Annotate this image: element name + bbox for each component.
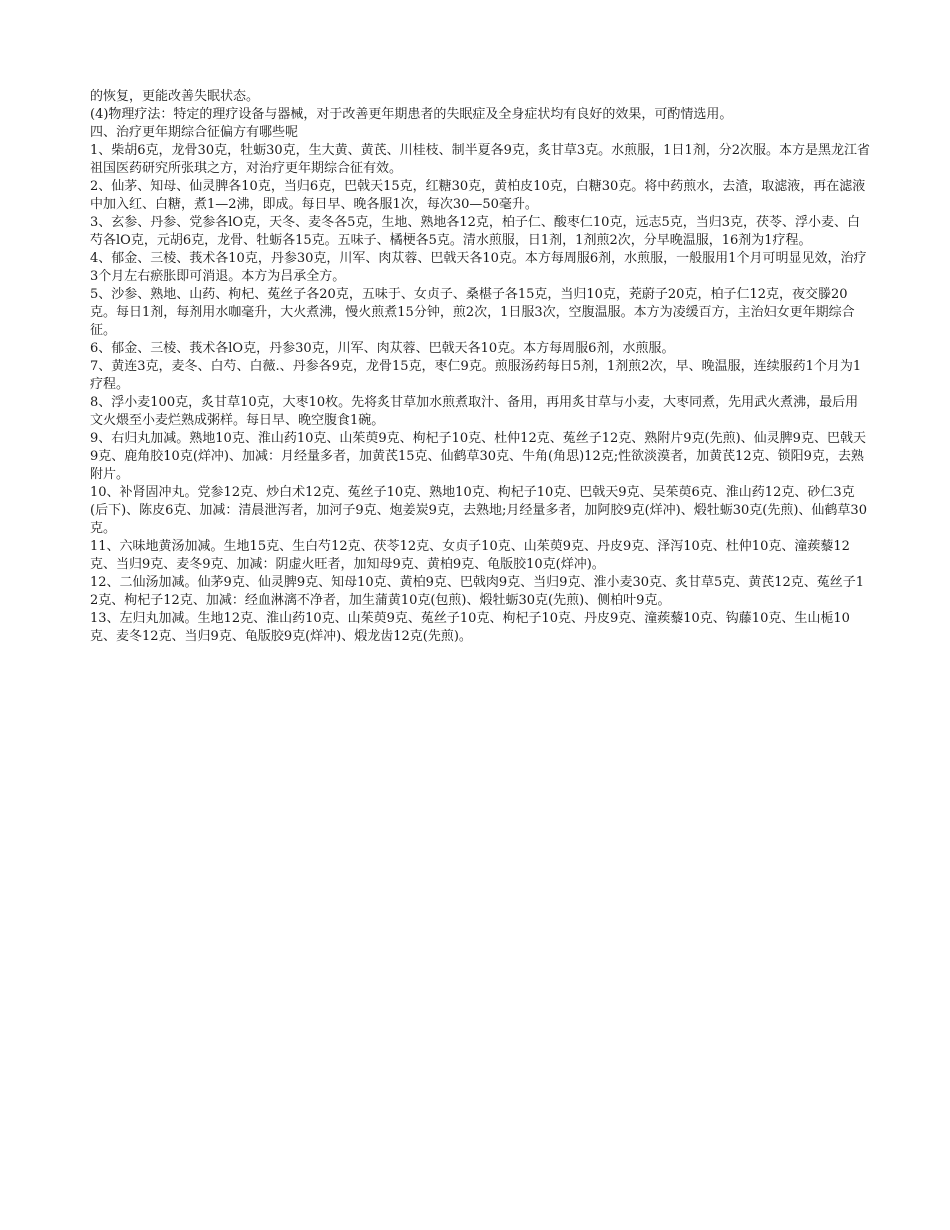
remedy-4: 4、郁金、三棱、莪术各10克，丹参30克，川军、肉苁蓉、巴戟天各10克。本方每周服6剂，水煎服，一般服用1个月可明显见效，治疗3个月左右瘀胀即可消退。本方为吕承全方。 [90, 251, 867, 284]
paragraph-physical-therapy: (4)物理疗法：特定的理疗设备与器械，对于改善更年期患者的失眠症及全身症状均有良好的效果，可酌情选用。 [90, 107, 733, 122]
section-heading: 四、治疗更年期综合征偏方有哪些呢 [90, 125, 299, 140]
remedy-5: 5、沙参、熟地、山药、枸杞、菟丝子各20克，五味于、女贞子、桑椹子各15克，当归10克，茺蔚子20克，柏子仁12克，夜交滕20克。每日1剂，每剂用水咖毫升，大火煮沸，慢火煎煮15分钟，煎2次，1日服3次，空腹温服。本方为凌缓百方，主治妇女更年期综合征。 [90, 287, 855, 338]
remedy-7: 7、黄连3克，麦冬、白芍、白薇.、丹参各9克，龙骨15克，枣仁9克。煎服汤药每日5剂，1剂煎2次，早、晚温服，连续服药1个月为1疗程。 [90, 359, 862, 392]
document-body [90, 88, 870, 646]
remedy-6: 6、郁金、三棱、莪术各lO克，丹参30克，川军、肉苁蓉、巴戟天各10克。本方每周服6剂，水煎服。 [90, 341, 675, 356]
paragraph-continuation: 的恢复，更能改善失眠状态。 [90, 89, 260, 104]
remedy-1: 1、柴胡6克，龙骨30克，牡蛎30克，生大黄、黄芪、川桂枝、制半夏各9克，炙甘草3克。水煎服，1日1剂，分2次服。本方是黑龙江省祖国医药研究所张琪之方，对治疗更年期综合征有效。 [90, 143, 870, 176]
remedy-8: 8、浮小麦100克，炙甘草10克，大枣10枚。先将炙甘草加水煎煮取汁、备用，再用炙甘草与小麦，大枣同煮，先用武火煮沸，最后用文火煨至小麦烂熟成粥样。每日早、晚空腹食1碗。 [90, 395, 859, 428]
remedy-3: 3、玄参、丹参、党参各lO克，天冬、麦冬各5克，生地、熟地各12克，柏子仁、酸枣仁10克，远志5克，当归3克，茯苓、浮小麦、白芍各lO克，元胡6克，龙骨、牡蛎各15克。五味子、橘梗各5克。清水煎服，日1剂，1剂煎2次，分早晚温服，16剂为1疗程。 [90, 215, 860, 248]
remedy-9: 9、右归丸加减。熟地10克、淮山药10克、山茱萸9克、枸杞子10克、杜仲12克、菟丝子12克、熟附片9克(先煎)、仙灵脾9克、巴戟天9克、鹿角胶10克(烊冲)、加减：月经量多者，加黄芪15克、仙鹤草30克、牛角(角思)12克;性欲淡漠者，加黄芪12克、锁阳9克，去熟附片。 [90, 431, 866, 482]
remedy-10: 10、补肾固冲丸。党参12克、炒白术12克、菟丝子10克、熟地10克、枸杞子10克、巴戟天9克、吴茱萸6克、淮山药12克、砂仁3克(后下)、陈皮6克、加减：清晨泄泻者，加河子9克、炮姜炭9克，去熟地;月经量多者，加阿胶9克(烊冲)、煅牡蛎30克(先煎)、仙鹤草30克。 [90, 485, 867, 536]
remedy-2: 2、仙茅、知母、仙灵脾各10克，当归6克，巴戟天15克，红糖30克，黄柏皮10克，白糖30克。将中药煎水，去渣，取滤液，再在滤液中加入红、白糖，煮1—2沸，即成。每日早、晚各服1次，每次30—50毫升。 [90, 179, 866, 212]
remedy-12: 12、二仙汤加减。仙茅9克、仙灵脾9克、知母10克、黄柏9克、巴戟肉9克、当归9克、淮小麦30克、炙甘草5克、黄芪12克、菟丝子12克、枸杞子12克、加减：经血淋漓不净者，加生蒲黄10克(包煎)、煅牡蛎30克(先煎)、侧柏叶9克。 [90, 575, 865, 608]
remedy-11: 11、六味地黄汤加减。生地15克、生白芍12克、茯苓12克、女贞子10克、山茱萸9克、丹皮9克、泽泻10克、杜仲10克、潼蒺藜12克、当归9克、麦冬9克、加减：阴虚火旺者，加知母9克、黄柏9克、龟版胶10克(烊冲)。 [90, 539, 850, 572]
remedy-13: 13、左归丸加减。生地12克、淮山药10克、山茱萸9克、菟丝子10克、枸杞子10克、丹皮9克、潼蒺藜10克、钩藤10克、生山栀10克、麦冬12克、当归9克、龟版胶9克(烊冲)、煅龙齿12克(先煎)。 [90, 611, 850, 644]
